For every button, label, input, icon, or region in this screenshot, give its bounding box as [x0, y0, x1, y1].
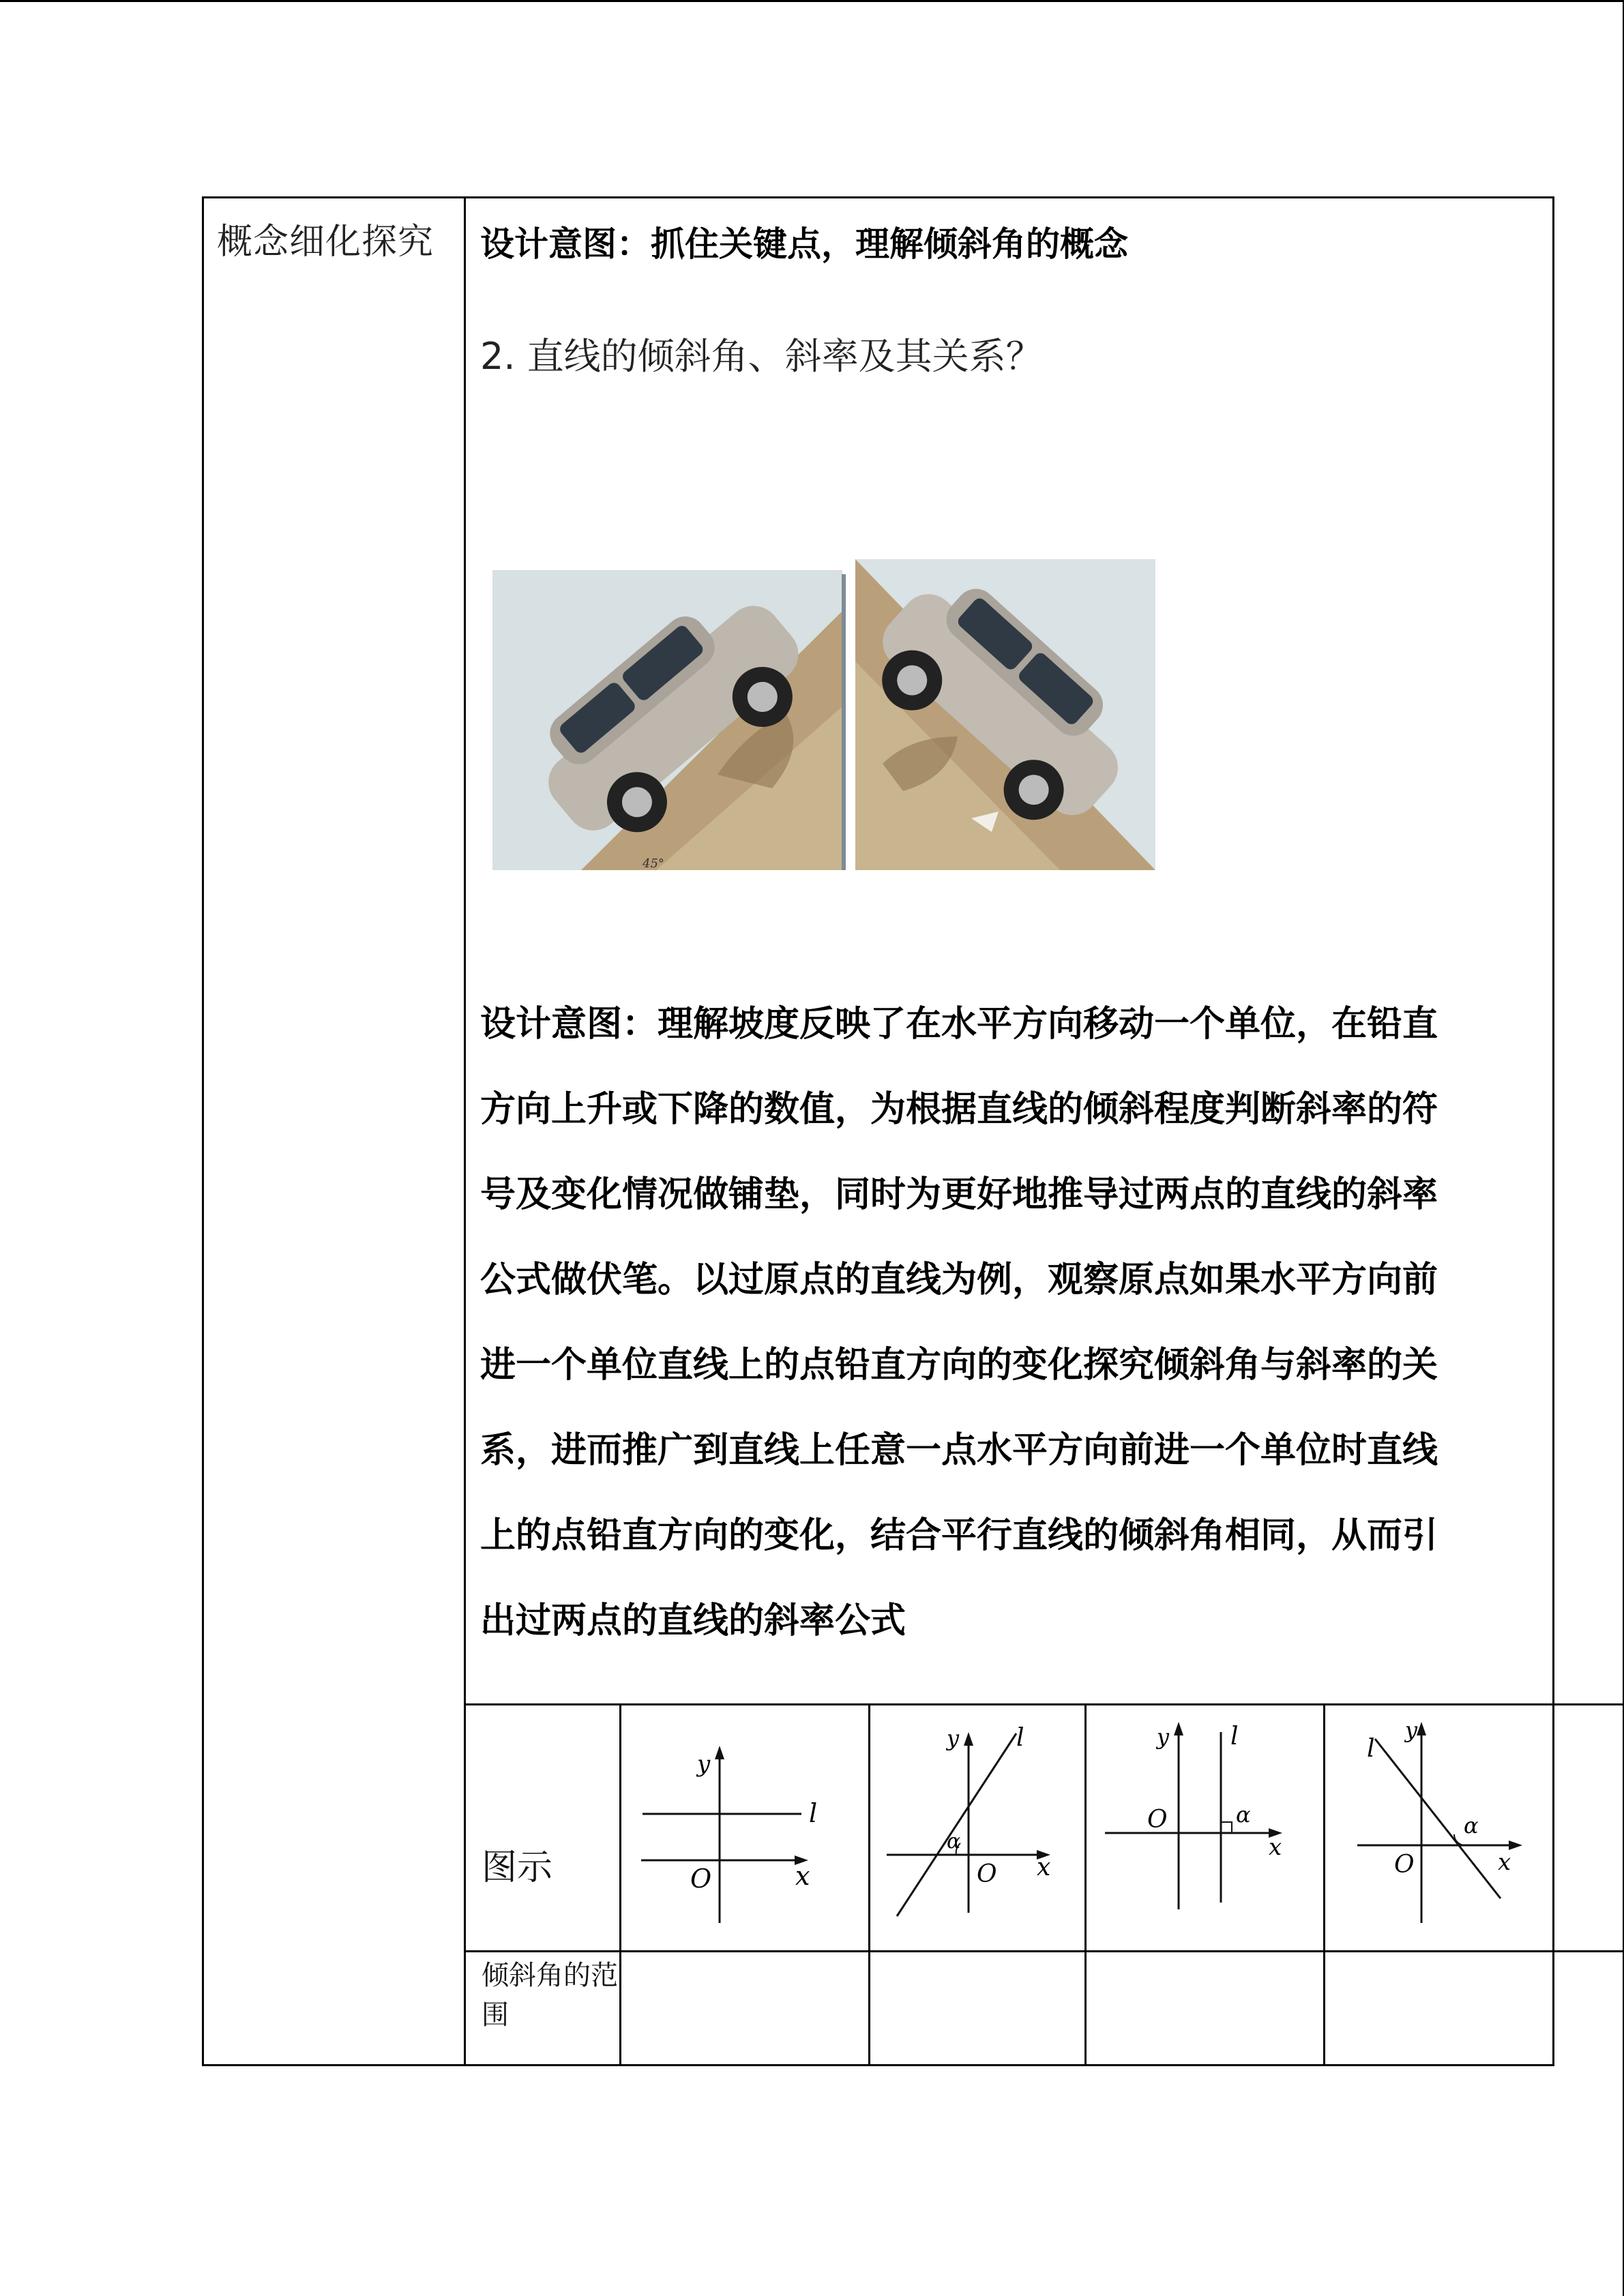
angle-alpha-label: α	[1464, 1813, 1479, 1838]
diagram-positive-slope	[880, 1718, 1084, 1923]
x-axis-label: x	[1269, 1834, 1282, 1861]
line-label: l	[809, 1798, 818, 1828]
paragraph-line: 系，进而推广到直线上任意一点水平方向前进一个单位时直线	[480, 1430, 1438, 1471]
y-axis-label: y	[697, 1750, 711, 1778]
paragraph-line: 设计意图：理解坡度反映了在水平方向移动一个单位，在铅直	[480, 1004, 1438, 1045]
x-axis-label: x	[1498, 1849, 1511, 1876]
x-axis-label: x	[1037, 1853, 1051, 1881]
origin-label: O	[1147, 1806, 1168, 1834]
table-top-border	[202, 196, 1554, 198]
line-label: l	[1230, 1723, 1239, 1750]
paragraph-line: 出过两点的直线的斜率公式	[480, 1600, 906, 1641]
row-label-angle-range: 倾斜角的范围	[482, 1960, 618, 2031]
diagram-horizontal-line	[628, 1718, 859, 1943]
inner-table-mid	[464, 1950, 1624, 1952]
car-photo-descending	[855, 559, 1155, 870]
line-label: l	[1367, 1735, 1375, 1763]
row-label-diagram: 图示	[482, 1847, 553, 1888]
design-intent-paragraph	[480, 982, 1531, 1664]
photo-divider	[842, 574, 846, 870]
paragraph-line: 方向上升或下降的数值，为根据直线的倾斜程度判断斜率的符	[480, 1089, 1438, 1130]
section-label: 概念细化探究	[217, 222, 434, 263]
car-photo-climbing	[492, 570, 842, 870]
table-left-border	[202, 196, 204, 2066]
paragraph-line: 进一个单位直线上的点铅直方向的变化探究倾斜角与斜率的关	[480, 1345, 1438, 1386]
question-text: 2. 直线的倾斜角、斜率及其关系？	[480, 335, 1043, 378]
y-axis-label: y	[1157, 1724, 1170, 1750]
angle-alpha-label: α	[1236, 1802, 1251, 1828]
inner-col-1	[619, 1703, 621, 2066]
inner-col-2	[868, 1703, 870, 2066]
origin-label: O	[690, 1864, 712, 1894]
inner-col-4	[1323, 1703, 1325, 2066]
diagram-vertical-line	[1098, 1712, 1316, 1916]
line-label: l	[1016, 1724, 1024, 1752]
angle-alpha-label: α	[947, 1830, 961, 1853]
y-axis-label: y	[1405, 1717, 1418, 1743]
paragraph-line: 公式做伏笔。以过原点的直线为例，观察原点如果水平方向前	[480, 1259, 1438, 1300]
table-right-border	[1552, 196, 1554, 2066]
origin-label: O	[1394, 1851, 1415, 1879]
origin-label: O	[977, 1860, 997, 1888]
paragraph-line: 号及变化情况做铺垫，同时为更好地推导过两点的直线的斜率	[480, 1174, 1438, 1215]
table-bottom-border	[202, 2064, 1554, 2066]
diagram-negative-slope	[1337, 1712, 1541, 1930]
table-divider	[464, 196, 466, 2066]
inner-col-3	[1084, 1703, 1087, 2066]
design-intent-heading: 设计意图：抓住关键点，理解倾斜角的概念	[480, 224, 1128, 264]
page-top-border	[0, 0, 1624, 2]
x-axis-label: x	[795, 1861, 810, 1891]
inner-table-top	[464, 1703, 1624, 1705]
slope-angle-caption: 45°	[643, 856, 664, 870]
y-axis-label: y	[947, 1725, 960, 1751]
paragraph-line: 上的点铅直方向的变化，结合平行直线的倾斜角相同，从而引	[480, 1515, 1438, 1556]
